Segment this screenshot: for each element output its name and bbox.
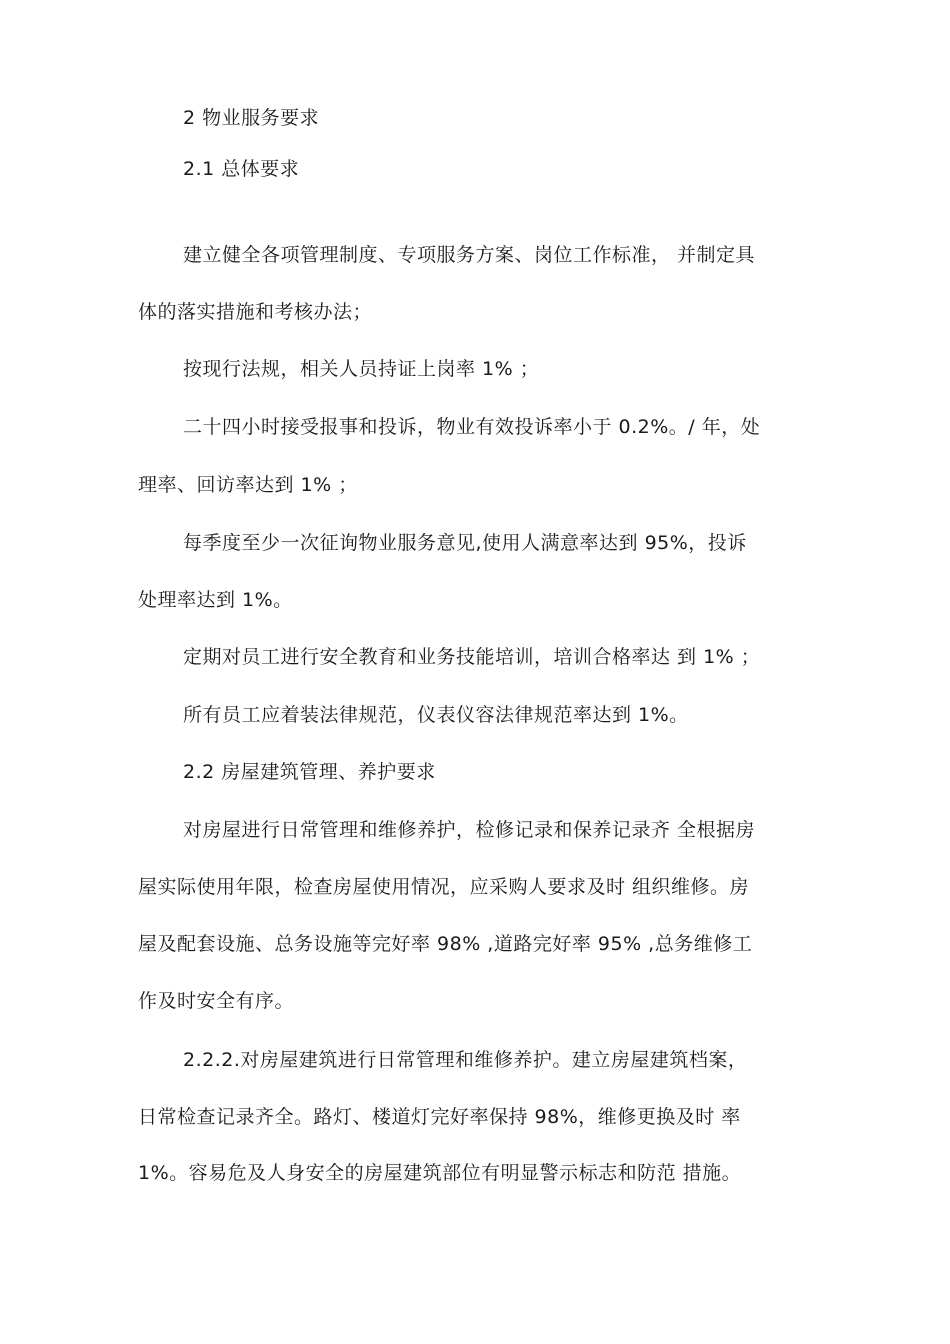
paragraph-line: 对房屋进行日常管理和维修养护，检修记录和保养记录齐 全根据房 (183, 819, 756, 841)
section-heading-2-1: 2.1 总体要求 (183, 158, 300, 180)
paragraph-line: 每季度至少一次征询物业服务意见,使用人满意率达到 95%，投诉 (183, 532, 747, 554)
paragraph-line: 作及时安全有序。 (138, 990, 295, 1012)
paragraph-line: 定期对员工进行安全教育和业务技能培训，培训合格率达 到 1% ； (183, 646, 761, 668)
paragraph-line: 体的落实措施和考核办法； (138, 301, 373, 323)
section-heading-2-2: 2.2 房屋建筑管理、养护要求 (183, 761, 436, 783)
paragraph-line: 按现行法规，相关人员持证上岗率 1% ； (183, 358, 540, 380)
paragraph-line: 所有员工应着装法律规范，仪表仪容法律规范率达到 1%。 (183, 704, 689, 726)
paragraph-line: 建立健全各项管理制度、专项服务方案、岗位工作标准， 并制定具 (183, 244, 756, 266)
paragraph-line: 屋实际使用年限，检查房屋使用情况，应采购人要求及时 组织维修。房 (138, 876, 750, 898)
section-heading-2: 2 物业服务要求 (183, 107, 320, 129)
paragraph-line: 2.2.2.对房屋建筑进行日常管理和维修养护。建立房屋建筑档案， (183, 1049, 748, 1071)
paragraph-line: 处理率达到 1%。 (138, 589, 293, 611)
paragraph-line: 理率、回访率达到 1% ； (138, 474, 358, 496)
paragraph-line: 日常检查记录齐全。路灯、楼道灯完好率保持 98%，维修更换及时 率 (138, 1106, 741, 1128)
paragraph-line: 二十四小时接受报事和投诉，物业有效投诉率小于 0.2%。/ 年，处 (183, 416, 761, 438)
paragraph-line: 屋及配套设施、总务设施等完好率 98% ,道路完好率 95% ,总务维修工 (138, 933, 753, 955)
paragraph-line: 1%。容易危及人身安全的房屋建筑部位有明显警示标志和防范 措施。 (138, 1162, 742, 1184)
